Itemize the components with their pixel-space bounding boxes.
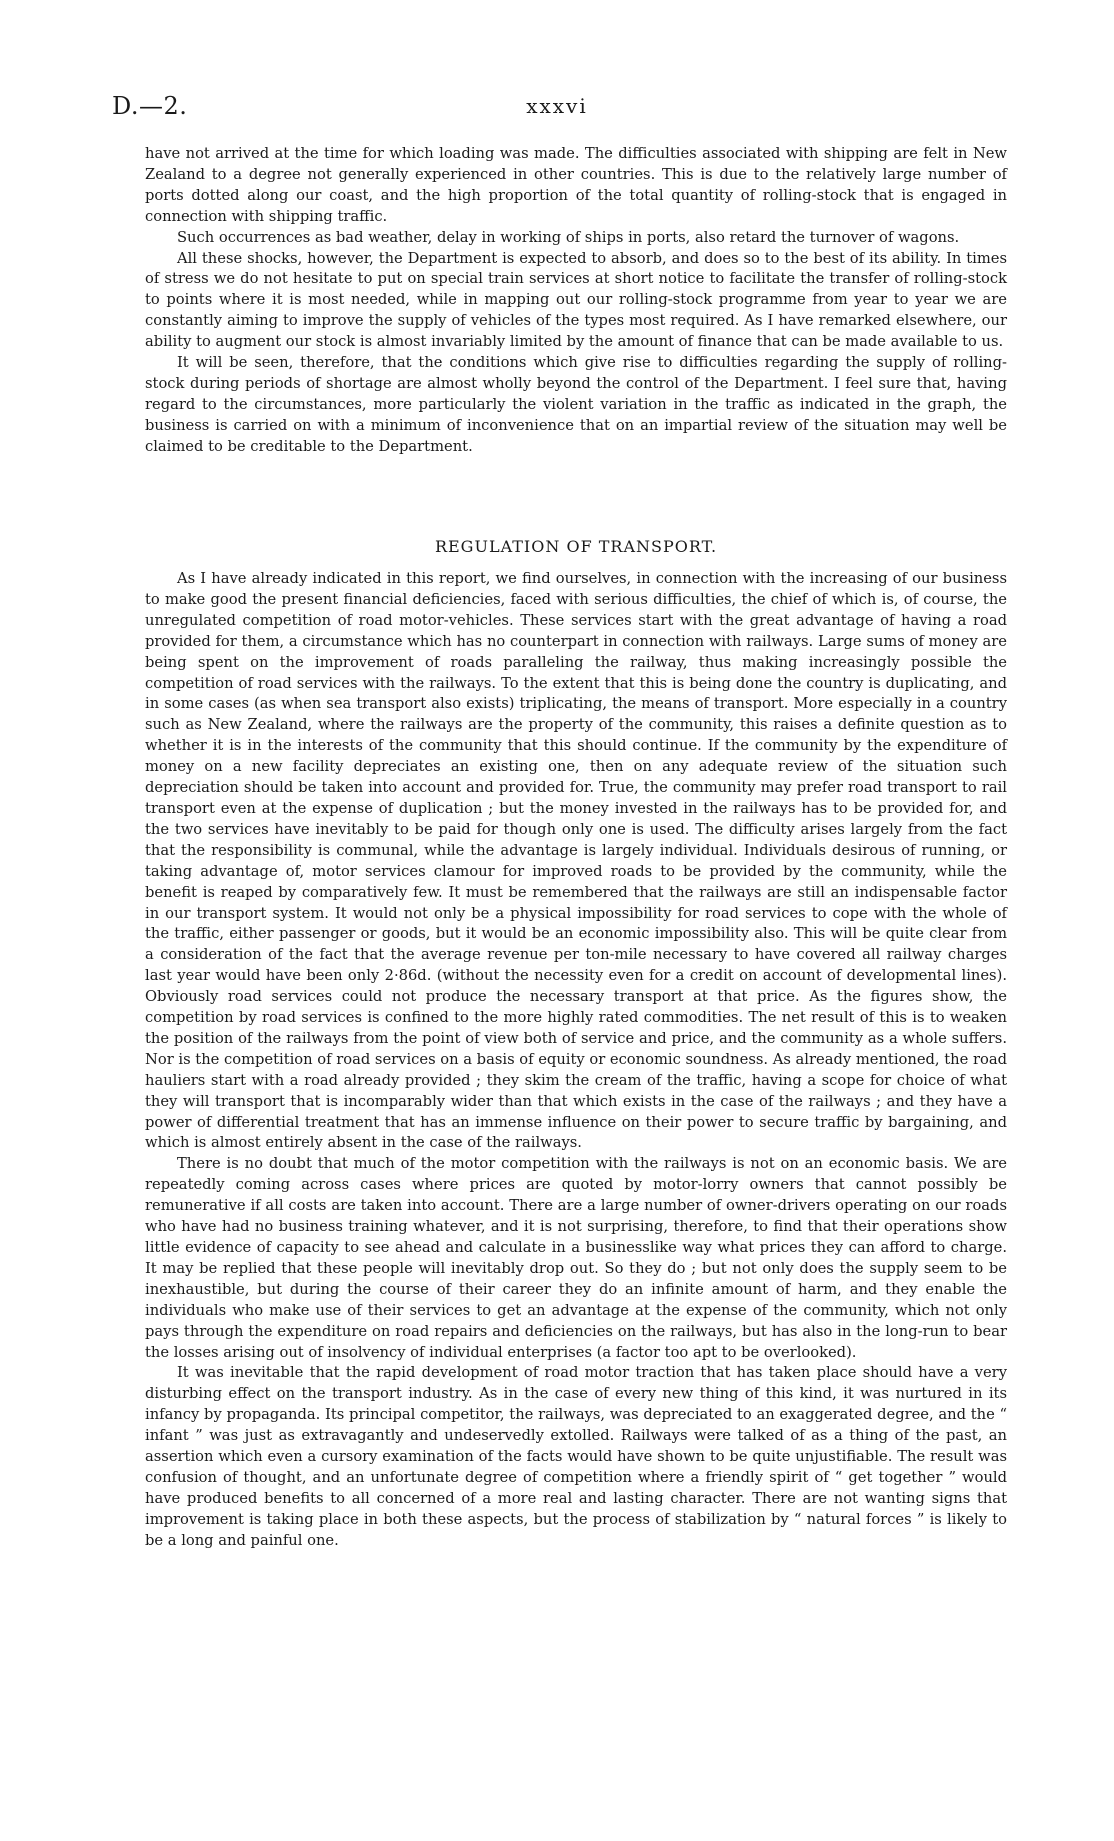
- paragraph: As I have already indicated in this report, we find ourselves, in connection with the increasing of our business to make good the present financial deficiencies, faced with serious difficulties, the chief of which is, of course, the unregulated competition of road motor-vehicles. These services start with the great advantage of having a road provided for them, a circumstance which has no counterpart in connection with railways. Large sums of money are being spent on the improvement of roads paralleling the railway, thus making increasingly possible the competition of road services with the railways. To the extent that this is being done the country is duplicating, and in some cases (as when sea transport also exists) triplicating, the means of transport. More especially in a country such as New Zealand, where the railways are the property of the community, this raises a definite question as to whether it is in the interests of the community that this should continue. If the community by the expenditure of money on a new facility depreciates an existing one, then on any adequate review of the situation such depreciation should be taken into account and provided for. True, the community may prefer road transport to rail transport even at the expense of duplication ; but the money invested in the railways has to be provided for, and the two services have inevitably to be paid for though only one is used. The difficulty arises largely from the fact that the responsibility is communal, while the advantage is largely individual. Individuals desirous of running, or taking advantage of, motor services clamour for improved roads to be provided by the community, while the benefit is reaped by comparatively few. It must be remembered that the railways are still an indispensable factor in our transport system. It would not only be a physical impossibility for road services to cope with the whole of the traffic, either passenger or goods, but it would be an economic impossibility also. This will be quite clear from a consideration of the fact that the average revenue per ton-mile necessary to have covered all railway charges last year would have been only 2·86d. (without the necessity even for a credit on account of developmental lines). Obviously road services could not produce the necessary transport at that price. As the figures show, the competition by road services is confined to the more highly rated commodities. The net result of this is to weaken the position of the railways from the point of view both of service and price, and the community as a whole suffers. Nor is the competition of road services on a basis of equity or economic soundness. As already mentioned, the road hauliers start with a road already provided ; they skim the cream of the traffic, having a scope for choice of what they will transport that is incomparably wider than that which exists in the case of the railways ; and they have a power of differential treatment that has an immense influence on their power to secure traffic by bargaining, and which is almost entirely absent in the case of the railways.: [145, 570, 1007, 1152]
- page-number: xxxvi: [526, 94, 588, 118]
- page-header: [112, 92, 1002, 126]
- paragraph: It will be seen, therefore, that the conditions which give rise to difficulties regarding the supply of rolling-stock during periods of shortage are almost wholly beyond the control of the Department. I feel sure that, having regard to the circumstances, more particularly the violent variation in the traffic as indicated in the graph, the business is carried on with a minimum of inconvenience that on an impartial review of the situation may well be claimed to be creditable to the Department.: [145, 354, 1007, 455]
- section-heading: REGULATION OF TRANSPORT.: [434, 537, 718, 556]
- paragraph: There is no doubt that much of the motor competition with the railways is not on an economic basis. We are repeatedly coming across cases where prices are quoted by motor-lorry owners that cannot possibly be remunerative if all costs are taken into account. There are a large number of owner-drivers operating on our roads who have had no business training whatever, and it is not surprising, therefore, to find that their operations show little evidence of capacity to see ahead and calculate in a businesslike way what prices they can afford to charge. It may be replied that these people will inevitably drop out. So they do ; but not only does the supply seem to be inexhaustible, but during the course of their career they do an infinite amount of harm, and they enable the individuals who make use of their services to get an advantage at the expense of the community, which not only pays through the expenditure on road repairs and deficiencies on the railways, but has also in the long-run to bear the losses arising out of insolvency of individual enterprises (a factor too apt to be overlooked).: [145, 1155, 1007, 1361]
- document-reference: D.—2.: [112, 92, 188, 120]
- paragraph: Such occurrences as bad weather, delay in working of ships in ports, also retard the turnover of wagons.: [177, 228, 960, 246]
- section-regulation-of-transport: [145, 569, 1007, 1552]
- paragraph: All these shocks, however, the Department is expected to absorb, and does so to the best of its ability. In times of stress we do not hesitate to put on special train services at short notice to facilitate the transfer of rolling-stock to points where it is most needed, while in mapping out our rolling-stock programme from year to year we are constantly aiming to improve the supply of vehicles of the types most required. As I have remarked elsewhere, our ability to augment our stock is almost invariably limited by the amount of finance that can be made available to us.: [145, 249, 1007, 351]
- paragraph: have not arrived at the time for which loading was made. The difficulties associated with shipping are felt in New Zealand to a degree not generally experienced in other countries. This is due to the relatively large number of ports dotted along our coast, and the high proportion of the total quantity of rolling-stock that is engaged in connection with shipping traffic.: [145, 145, 1007, 225]
- paragraph: It was inevitable that the rapid development of road motor traction that has taken place should have a very disturbing effect on the transport industry. As in the case of every new thing of this kind, it was nurtured in its infancy by propaganda. Its principal competitor, the railways, was depreciated to an exaggerated degree, and the “ infant ” was just as extravagantly and undeservedly extolled. Railways were talked of as a thing of the past, an assertion which even a cursory examination of the facts would have shown to be quite unjustifiable. The result was confusion of thought, and an unfortunate degree of competition where a friendly spirit of “ get together ” would have produced benefits to all concerned of a more real and lasting character. There are not wanting signs that improvement is taking place in both these aspects, but the process of stabilization by “ natural forces ” is likely to be a long and painful one.: [145, 1364, 1007, 1549]
- section-rolling-stock: [145, 144, 1007, 458]
